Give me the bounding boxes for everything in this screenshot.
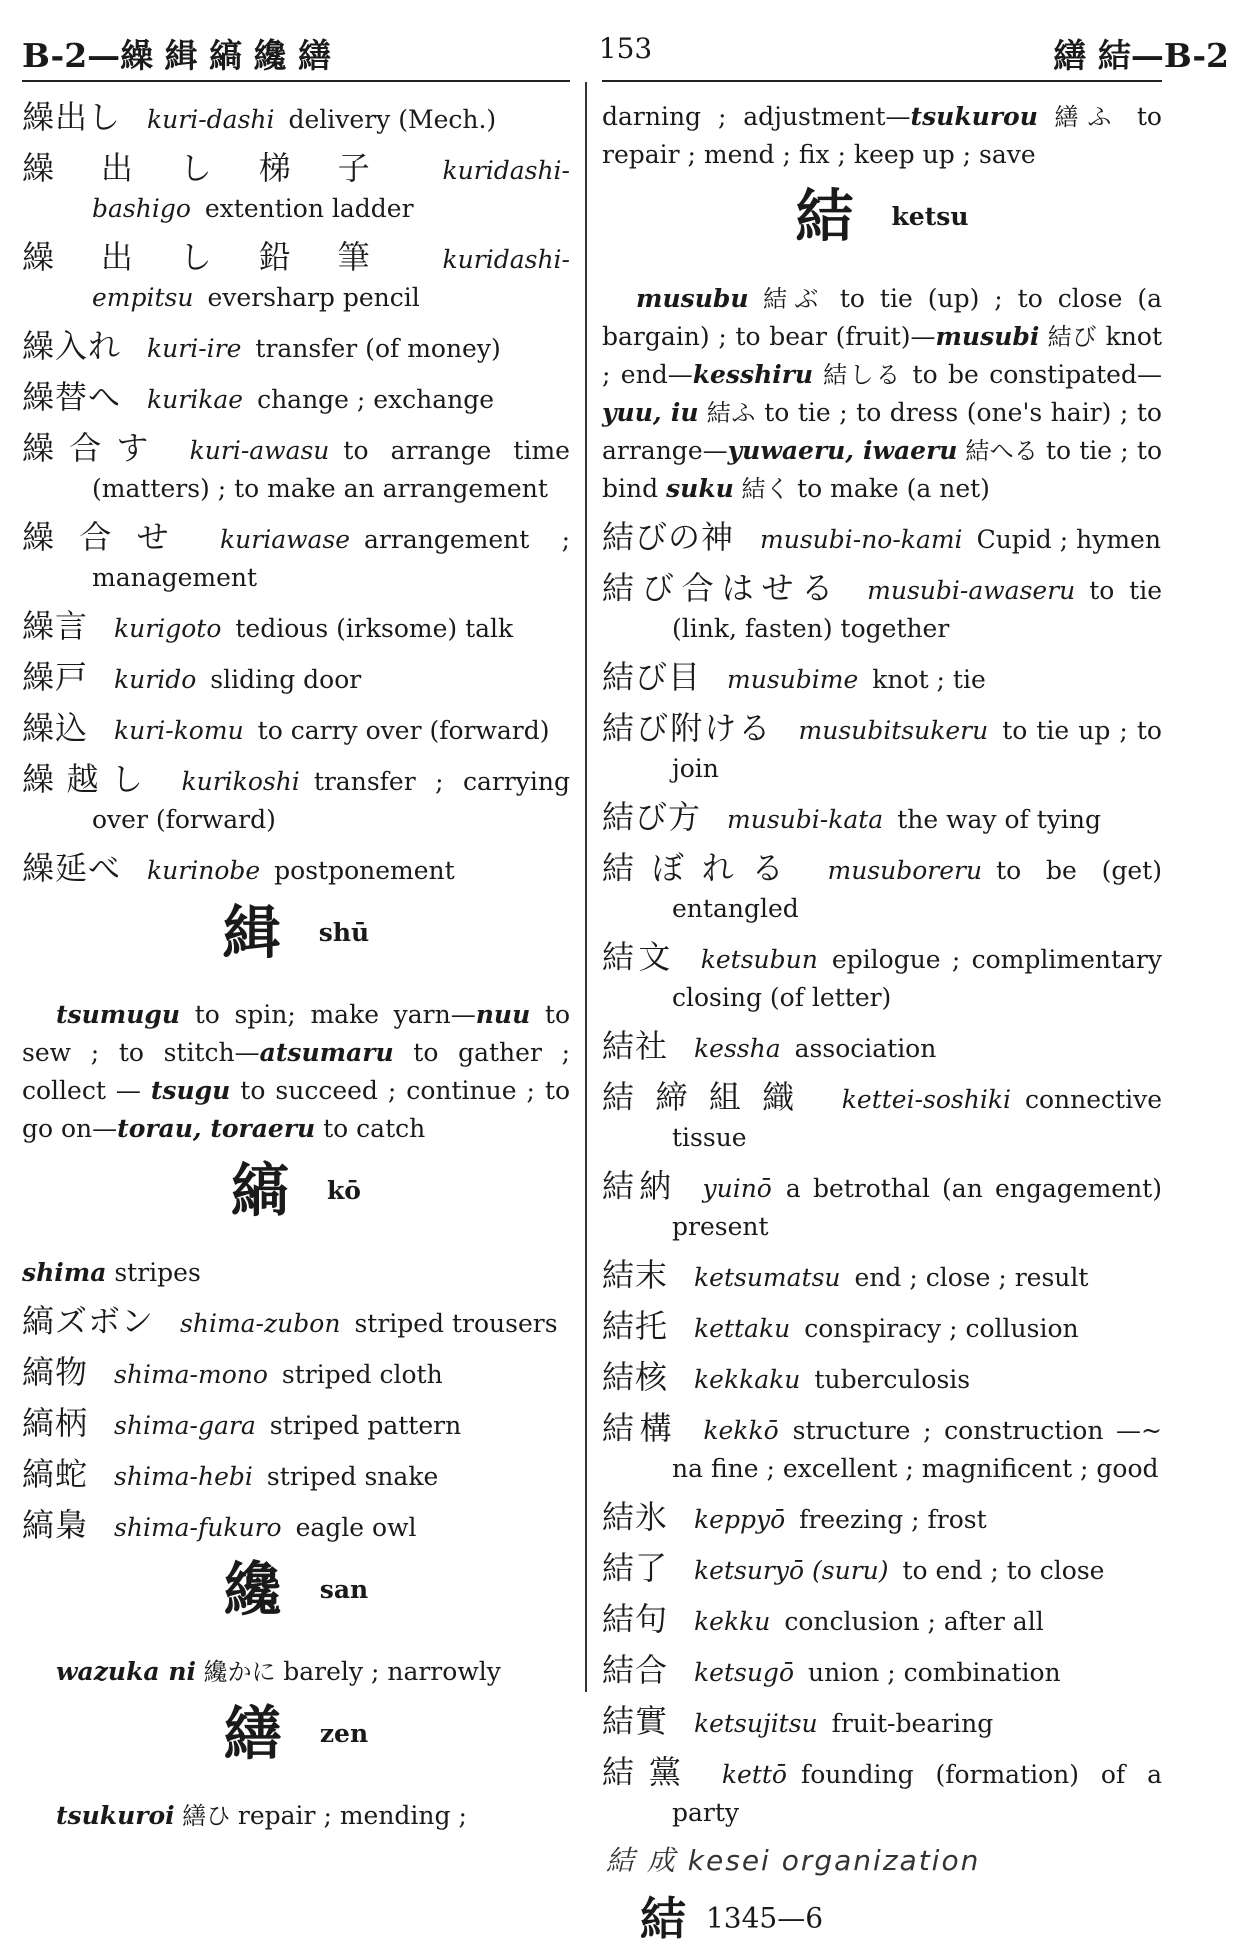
entry-kanji: 繰言: [22, 607, 89, 645]
entry-meaning: knot ; tie: [872, 665, 986, 694]
entry-romaji: kuridashi-bashigo: [92, 156, 570, 223]
entry-meaning: association: [794, 1034, 937, 1063]
entry-kanji: 結實: [602, 1702, 669, 1740]
dictionary-entry: [22, 429, 570, 508]
entry-meaning: to tie up ; to join: [672, 716, 1162, 783]
entry-kanji: 結合: [602, 1651, 669, 1689]
entry-romaji: kuri-dashi: [147, 105, 275, 134]
right-column: [602, 98, 1163, 1946]
dictionary-entry: [22, 760, 570, 839]
column-divider: [585, 82, 587, 1692]
reading-word: tsukurou: [910, 102, 1038, 131]
dictionary-entry: [602, 1549, 1162, 1590]
entry-meaning: transfer ; carrying over (forward): [92, 767, 570, 834]
definition-paragraph-ketsu: [602, 280, 1162, 508]
entry-kanji: 結構: [602, 1409, 678, 1447]
entry-romaji: ketsumatsu: [694, 1263, 841, 1292]
entry-kanji: 繰合す: [22, 429, 164, 467]
dictionary-entry: [22, 518, 570, 597]
dictionary-entry: [22, 1302, 570, 1343]
entry-romaji: musubi-kata: [727, 805, 884, 834]
kanji-form: 結ぶ: [748, 285, 840, 313]
reading-word: shima: [22, 1258, 107, 1287]
reading-word: tsumugu: [56, 1000, 181, 1029]
dictionary-entry: [602, 1600, 1162, 1641]
dictionary-entry: [22, 327, 570, 368]
gloss: to catch: [315, 1114, 426, 1143]
dictionary-entry: [602, 658, 1162, 699]
reading-word: kesshiru: [692, 360, 814, 389]
kanji-form: 結び: [1039, 323, 1106, 351]
entry-meaning: epilogue ; complimentary closing (of letter): [672, 945, 1162, 1012]
entry-kanji: 縞ズボン: [22, 1302, 155, 1340]
entry-kanji: 繰出し鉛筆: [22, 238, 417, 276]
entry-meaning: conspiracy ; collusion: [804, 1314, 1079, 1343]
entry-romaji: musubi-awaseru: [867, 576, 1076, 605]
reading-word: yuu, iu: [602, 398, 699, 427]
entry-meaning: the way of tying: [897, 805, 1102, 834]
gloss: to spin; make yarn—: [180, 1000, 476, 1029]
entry-kanji: 縞梟: [22, 1506, 89, 1544]
head-character-shu: [22, 898, 570, 978]
head-char: 繕: [223, 1699, 282, 1768]
entry-meaning: sliding door: [210, 665, 362, 694]
entry-romaji: kuriawase: [220, 525, 351, 554]
definition-paragraph-shu: [22, 996, 570, 1148]
entry-meaning: transfer (of money): [255, 334, 501, 363]
entry-meaning: tuberculosis: [814, 1365, 971, 1394]
reading-word: torau, toraeru: [117, 1114, 316, 1143]
reading-word: nuu: [475, 1000, 531, 1029]
reading-word: tsugu: [150, 1076, 231, 1105]
entry-kanji: 結びの神: [602, 518, 735, 556]
entry-meaning: change ; exchange: [257, 385, 495, 414]
definition-paragraph-ko: [22, 1254, 570, 1292]
gloss: to tie (up) ; to close (a bargain) ; to bear (fruit)—: [602, 284, 1163, 351]
header-left-guide: B-2—繰 緝 縞 纔 繕: [22, 36, 332, 75]
dictionary-entry: [22, 378, 570, 419]
entry-kanji: 縞蛇: [22, 1455, 89, 1493]
entry-romaji: kettō: [721, 1760, 787, 1789]
reading-word: wazuka ni: [56, 1657, 196, 1686]
entry-kanji: 結氷: [602, 1498, 669, 1536]
dictionary-entry: [602, 569, 1162, 648]
entry-romaji: kessha: [694, 1034, 781, 1063]
entry-romaji: kurikae: [147, 385, 244, 414]
entry-kanji: 繰入れ: [22, 327, 122, 365]
entry-romaji: kettaku: [694, 1314, 791, 1343]
entry-meaning: delivery (Mech.): [288, 105, 497, 134]
entry-romaji: shima-mono: [114, 1360, 268, 1389]
gloss: to repair ; mend ; fix ; keep up ; save: [602, 102, 1162, 169]
reading-word: suku: [666, 474, 734, 503]
entry-romaji: kettei-soshiki: [841, 1085, 1011, 1114]
head-character-ko: [22, 1156, 570, 1236]
entry-romaji: ketsujitsu: [694, 1709, 818, 1738]
page-number: 153: [598, 32, 653, 65]
entry-kanji: 結文: [602, 938, 675, 976]
entry-meaning: extention ladder: [204, 194, 414, 223]
entry-meaning: fruit-bearing: [831, 1709, 994, 1738]
entry-kanji: 結句: [602, 1600, 669, 1638]
dictionary-entry: [22, 1353, 570, 1394]
entry-romaji: yuinō: [702, 1174, 772, 1203]
gloss: stripes: [106, 1258, 201, 1287]
entry-romaji: kuri-ire: [147, 334, 242, 363]
entry-kanji: 繰延べ: [22, 849, 122, 887]
dictionary-entry: [602, 1498, 1162, 1539]
kanji-form: 繕ふ: [1037, 103, 1137, 131]
handwritten-annotation: 結 成 kesei organization: [606, 1844, 981, 1877]
dictionary-entry: [22, 1506, 570, 1547]
head-char: 緝: [222, 898, 281, 967]
dictionary-entry: [602, 938, 1162, 1017]
reading-word: yuwaeru, iwaeru: [727, 436, 958, 465]
entry-kanji: 縞物: [22, 1353, 89, 1391]
cross-reference: [640, 1891, 1162, 1946]
entry-meaning: eversharp pencil: [207, 283, 420, 312]
dictionary-entry: [602, 1078, 1162, 1157]
definition-paragraph-san: [22, 1653, 570, 1691]
gloss: to gather ; collect —: [22, 1038, 570, 1105]
kanji-form: 結へる: [957, 437, 1046, 465]
dictionary-entry: [602, 518, 1162, 559]
dictionary-entry: [22, 1404, 570, 1445]
head-reading: zen: [319, 1718, 369, 1748]
header-right-guide: 繕 結—B-2: [1053, 36, 1229, 75]
entry-romaji: kekku: [694, 1607, 771, 1636]
dictionary-entry: [602, 709, 1162, 788]
entry-romaji: kuri-komu: [114, 716, 244, 745]
entry-kanji: 結托: [602, 1307, 669, 1345]
kanji-form: 結しる: [813, 361, 913, 389]
entry-kanji: 結末: [602, 1256, 669, 1294]
header-rule-right: [602, 80, 1162, 82]
entry-romaji: keppyō: [694, 1505, 786, 1534]
entry-meaning: conclusion ; after all: [784, 1607, 1044, 1636]
entry-kanji: 結ぼれる: [602, 849, 802, 887]
entry-meaning: to arrange time (matters) ; to make an arrangement: [92, 436, 570, 503]
entry-meaning: union ; combination: [808, 1658, 1061, 1687]
gloss: repair ; mending ;: [237, 1801, 467, 1830]
header-rule-left: [22, 80, 570, 82]
gloss: knot ; end—: [602, 322, 1162, 389]
dictionary-entry: [602, 798, 1162, 839]
reference-char: 結: [640, 1891, 686, 1946]
gloss: to tie ; to dress (one's hair) ; to arrange—: [602, 398, 1162, 465]
dictionary-entry: [22, 658, 570, 699]
kuri-entry-list: [22, 98, 570, 890]
entry-meaning: postponement: [274, 856, 455, 885]
dictionary-entry: [602, 1256, 1162, 1297]
dictionary-entry: [22, 607, 570, 648]
entry-romaji: musubitsukeru: [798, 716, 989, 745]
entry-meaning: a betrothal (an engagement) present: [672, 1174, 1162, 1241]
entry-meaning: striped cloth: [281, 1360, 443, 1389]
entry-romaji: kekkaku: [694, 1365, 801, 1394]
entry-kanji: 結了: [602, 1549, 669, 1587]
head-char: 纔: [223, 1555, 282, 1624]
entry-meaning: end ; close ; result: [854, 1263, 1089, 1292]
entry-romaji: kekkō: [703, 1416, 779, 1445]
entry-kanji: 結び附ける: [602, 709, 773, 747]
dictionary-entry: [602, 1358, 1162, 1399]
head-reading: shū: [318, 917, 370, 947]
dictionary-entry: [602, 1702, 1162, 1743]
entry-kanji: 結黨: [602, 1753, 696, 1791]
entry-meaning: striped pattern: [269, 1411, 462, 1440]
entry-kanji: 結び目: [602, 658, 702, 696]
gloss: to tie ; to bind: [602, 436, 1162, 503]
kanji-form: 結ふ: [698, 399, 765, 427]
head-char: 縞: [231, 1156, 290, 1225]
dictionary-entry: [602, 1753, 1162, 1832]
entry-romaji: ketsuryō (suru): [694, 1556, 889, 1585]
entry-kanji: 繰替へ: [22, 378, 122, 416]
entry-kanji: 繰越し: [22, 760, 156, 798]
gloss: to succeed ; continue ; to go on—: [22, 1076, 570, 1143]
entry-meaning: connective tissue: [672, 1085, 1162, 1152]
entry-romaji: shima-hebi: [114, 1462, 253, 1491]
gloss: to be constipated—: [912, 360, 1162, 389]
dictionary-entry: [22, 238, 570, 317]
entry-romaji: kurinobe: [147, 856, 261, 885]
entry-kanji: 繰出し: [22, 98, 122, 136]
dictionary-entry: [602, 1027, 1162, 1068]
definition-paragraph-zen: [22, 1797, 570, 1835]
entry-meaning: structure ; construction —~ na fine ; excellent ; magnificent ; good: [672, 1416, 1162, 1483]
entry-meaning: freezing ; frost: [799, 1505, 987, 1534]
entry-kanji: 繰出し梯子: [22, 149, 417, 187]
head-character-ketsu: [602, 182, 1162, 262]
entry-meaning: to be (get) entangled: [672, 856, 1162, 923]
entry-romaji: musubime: [727, 665, 859, 694]
gloss: darning ; adjustment—: [602, 102, 911, 131]
head-reading: ketsu: [891, 201, 969, 231]
entry-romaji: ketsubun: [700, 945, 818, 974]
dictionary-entry: [22, 709, 570, 750]
entry-kanji: 繰戸: [22, 658, 89, 696]
dictionary-entry: [602, 1409, 1162, 1488]
gloss: to make (a net): [797, 474, 990, 503]
reading-word: atsumaru: [259, 1038, 394, 1067]
entry-romaji: shima-zubon: [180, 1309, 341, 1338]
entry-kanji: 結び方: [602, 798, 702, 836]
kanji-form: 繕ひ: [174, 1802, 238, 1830]
gloss: to sew ; to stitch—: [22, 1000, 571, 1067]
entry-romaji: ketsugō: [694, 1658, 794, 1687]
entry-kanji: 縞柄: [22, 1404, 89, 1442]
entry-romaji: kuri-awasu: [189, 436, 330, 465]
kanji-form: 結く: [733, 475, 798, 503]
entry-kanji: 結締組織: [602, 1078, 816, 1116]
dictionary-entry: [22, 98, 570, 139]
dictionary-entry: [602, 1307, 1162, 1348]
entry-meaning: striped snake: [266, 1462, 439, 1491]
head-char: 結: [795, 182, 854, 251]
head-reading: kō: [326, 1175, 361, 1205]
head-character-zen: [22, 1699, 570, 1779]
entry-romaji: musuboreru: [827, 856, 983, 885]
entry-romaji: kurido: [114, 665, 197, 694]
entry-kanji: 結納: [602, 1167, 677, 1205]
dictionary-entry: [22, 1455, 570, 1496]
entry-romaji: kurikoshi: [181, 767, 300, 796]
reading-word: musubi: [935, 322, 1040, 351]
entry-meaning: to tie (link, fasten) together: [672, 576, 1162, 643]
entry-meaning: founding (formation) of a party: [672, 1760, 1162, 1827]
entry-kanji: 繰合せ: [22, 518, 194, 556]
dictionary-entry: [22, 149, 570, 228]
page-header: [22, 22, 1229, 74]
ko-entry-list: [22, 1302, 570, 1547]
entry-meaning: tedious (irksome) talk: [235, 614, 514, 643]
ketsu-entry-list: [602, 518, 1162, 1832]
definition-continuation-zen: [602, 98, 1162, 174]
kanji-form: 纔かに: [196, 1658, 284, 1686]
entry-meaning: arrangement ; management: [92, 525, 570, 592]
dictionary-entry: [602, 1651, 1162, 1692]
entry-meaning: eagle owl: [295, 1513, 417, 1542]
head-character-san: [22, 1555, 570, 1635]
entry-kanji: 結社: [602, 1027, 669, 1065]
dictionary-entry: [22, 849, 570, 890]
reference-number: 1345—6: [705, 1901, 824, 1935]
entry-meaning: to end ; to close: [902, 1556, 1105, 1585]
entry-kanji: 繰込: [22, 709, 89, 747]
entry-kanji: 結び合はせる: [602, 569, 842, 607]
gloss: barely ; narrowly: [283, 1657, 501, 1686]
entry-romaji: kuridashi-empitsu: [92, 245, 570, 312]
entry-romaji: shima-gara: [114, 1411, 256, 1440]
reading-word: tsukuroi: [56, 1801, 175, 1830]
left-column: [22, 98, 570, 1845]
head-reading: san: [319, 1574, 369, 1604]
reading-word: musubu: [636, 284, 749, 313]
entry-meaning: to carry over (forward): [257, 716, 550, 745]
entry-meaning: Cupid ; hymen: [976, 525, 1161, 554]
entry-meaning: striped trousers: [354, 1309, 558, 1338]
dictionary-entry: [602, 1167, 1162, 1246]
dictionary-entry: [602, 849, 1162, 928]
entry-romaji: shima-fukuro: [114, 1513, 282, 1542]
entry-kanji: 結核: [602, 1358, 669, 1396]
entry-romaji: kurigoto: [114, 614, 222, 643]
entry-romaji: musubi-no-kami: [760, 525, 963, 554]
